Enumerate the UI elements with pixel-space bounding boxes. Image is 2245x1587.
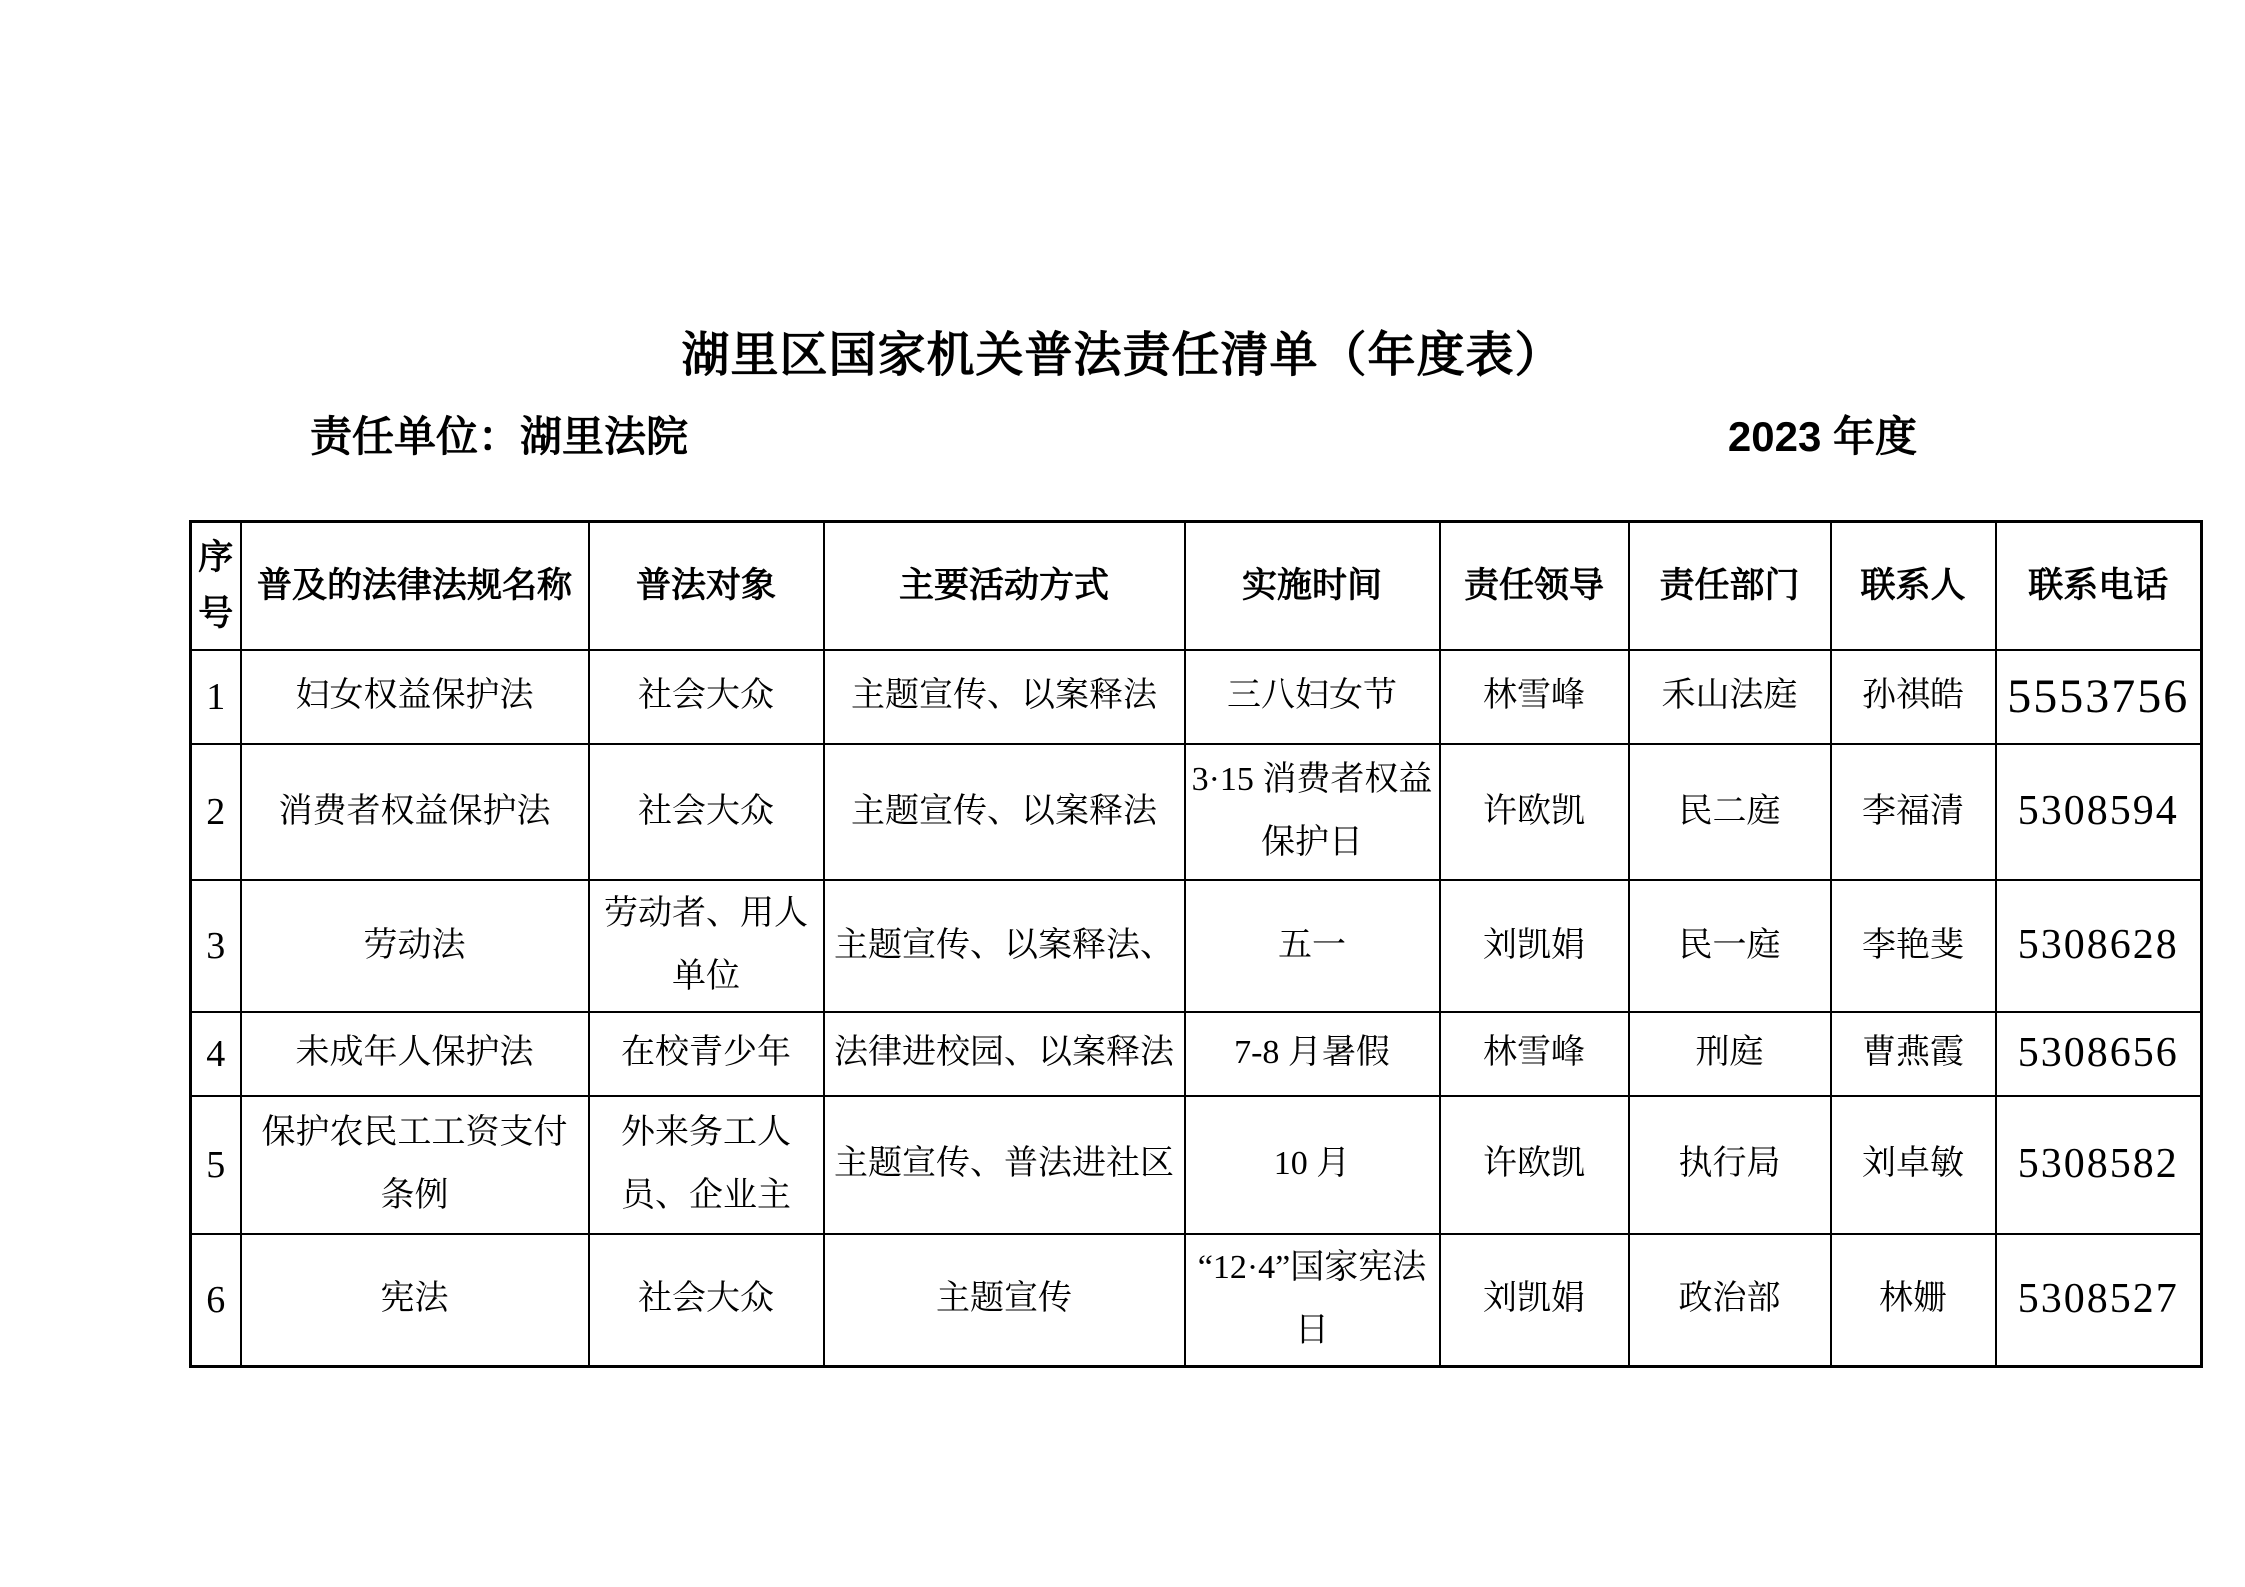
cell-leader: 林雪峰 [1440,650,1629,745]
cell-law-name: 妇女权益保护法 [241,650,589,745]
cell-law-name: 宪法 [241,1234,589,1366]
cell-time: 三八妇女节 [1185,650,1440,745]
cell-time: 7-8 月暑假 [1185,1012,1440,1096]
table-row [191,1012,2202,1096]
header-contact: 联系人 [1831,522,1996,650]
table-row [191,880,2202,1012]
cell-method: 主题宣传、以案释法 [824,744,1185,880]
cell-law-name: 消费者权益保护法 [241,744,589,880]
responsibility-table [189,520,2203,1368]
cell-serial: 6 [191,1234,241,1366]
cell-department: 政治部 [1629,1234,1831,1366]
cell-time: 五一 [1185,880,1440,1012]
cell-method: 主题宣传、普法进社区 [824,1096,1185,1234]
cell-phone: 5308594 [1996,744,2202,880]
table-row [191,1234,2202,1366]
cell-target: 社会大众 [589,744,824,880]
cell-serial: 5 [191,1096,241,1234]
cell-target: 社会大众 [589,1234,824,1366]
cell-department: 禾山法庭 [1629,650,1831,745]
cell-serial: 1 [191,650,241,745]
page-title: 湖里区国家机关普法责任清单（年度表） [681,329,1564,382]
cell-time: 3·15 消费者权益保护日 [1185,744,1440,880]
header-time: 实施时间 [1185,522,1440,650]
cell-phone: 5308656 [1996,1012,2202,1096]
cell-leader: 许欧凯 [1440,744,1629,880]
header-leader: 责任领导 [1440,522,1629,650]
cell-leader: 刘凯娟 [1440,880,1629,1012]
cell-method: 主题宣传 [824,1234,1185,1366]
cell-contact: 李艳斐 [1831,880,1996,1012]
year-label: 2023 年度 [1727,413,1917,460]
cell-law-name: 保护农民工工资支付条例 [241,1096,589,1234]
cell-department: 民二庭 [1629,744,1831,880]
table-row [191,744,2202,880]
cell-phone: 5308582 [1996,1096,2202,1234]
cell-phone: 5553756 [1996,650,2202,745]
cell-target: 劳动者、用人单位 [589,880,824,1012]
cell-leader: 许欧凯 [1440,1096,1629,1234]
header-method: 主要活动方式 [824,522,1185,650]
cell-contact: 曹燕霞 [1831,1012,1996,1096]
header-serial: 序号 [191,522,241,650]
cell-serial: 4 [191,1012,241,1096]
cell-contact: 林姗 [1831,1234,1996,1366]
cell-leader: 林雪峰 [1440,1012,1629,1096]
cell-time: 10 月 [1185,1096,1440,1234]
table-row [191,650,2202,745]
header-target: 普法对象 [589,522,824,650]
cell-contact: 李福清 [1831,744,1996,880]
responsible-unit-label: 责任单位：湖里法院 [310,413,689,460]
header-department: 责任部门 [1629,522,1831,650]
header-law-name: 普及的法律法规名称 [241,522,589,650]
cell-method: 主题宣传、以案释法 [824,650,1185,745]
cell-law-name: 未成年人保护法 [241,1012,589,1096]
cell-target: 外来务工人员、企业主 [589,1096,824,1234]
cell-department: 民一庭 [1629,880,1831,1012]
cell-serial: 2 [191,744,241,880]
cell-method: 法律进校园、以案释法 [824,1012,1185,1096]
cell-contact: 孙祺皓 [1831,650,1996,745]
cell-department: 刑庭 [1629,1012,1831,1096]
cell-contact: 刘卓敏 [1831,1096,1996,1234]
cell-department: 执行局 [1629,1096,1831,1234]
cell-time: “12·4”国家宪法日 [1185,1234,1440,1366]
subtitle-row [310,404,1917,464]
cell-leader: 刘凯娟 [1440,1234,1629,1366]
cell-target: 社会大众 [589,650,824,745]
table-header-row [191,522,2202,650]
cell-phone: 5308527 [1996,1234,2202,1366]
cell-law-name: 劳动法 [241,880,589,1012]
header-phone: 联系电话 [1996,522,2202,650]
cell-target: 在校青少年 [589,1012,824,1096]
table-row [191,1096,2202,1234]
cell-method: 主题宣传、以案释法、 [824,880,1185,1012]
cell-serial: 3 [191,880,241,1012]
cell-phone: 5308628 [1996,880,2202,1012]
